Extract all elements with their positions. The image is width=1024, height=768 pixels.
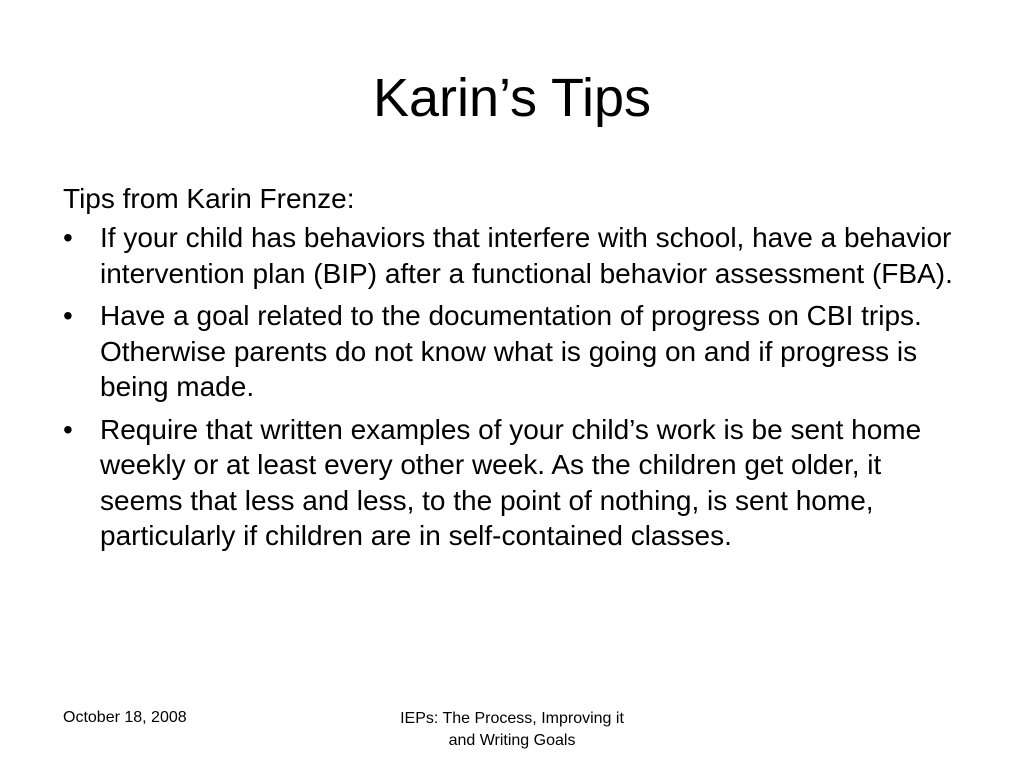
slide-body xyxy=(63,180,963,561)
bullet-marker-icon: • xyxy=(63,222,73,253)
bullet-item xyxy=(63,412,963,554)
bullet-list xyxy=(63,220,963,554)
bullet-text: Require that written examples of your child’s work is be sent home weekly or at least every other week. As the children get older, it seems that less and less, to the point of nothing, is sent home, particularly if children are in self-contained classes. xyxy=(100,413,922,551)
footer-date: October 18, 2008 xyxy=(63,709,187,726)
bullet-text: Have a goal related to the documentation of progress on CBI trips. Otherwise parents do not know what is going on and if progress is being made. xyxy=(100,300,922,402)
footer-title-line-2: and Writing Goals xyxy=(448,732,576,749)
bullet-item xyxy=(63,298,963,405)
bullet-text: If your child has behaviors that interfere with school, have a behavior intervention plan (BIP) after a functional behavior assessment (FBA). xyxy=(100,222,953,289)
bullet-marker-icon: • xyxy=(63,300,73,331)
bullet-marker-icon: • xyxy=(63,413,73,445)
footer-title xyxy=(362,708,662,752)
bullet-item xyxy=(63,220,963,291)
slide-title: Karin’s Tips xyxy=(372,68,652,128)
intro-text: Tips from Karin Frenze: xyxy=(63,183,355,214)
footer-title-line-1: IEPs: The Process, Improving it xyxy=(400,710,624,727)
